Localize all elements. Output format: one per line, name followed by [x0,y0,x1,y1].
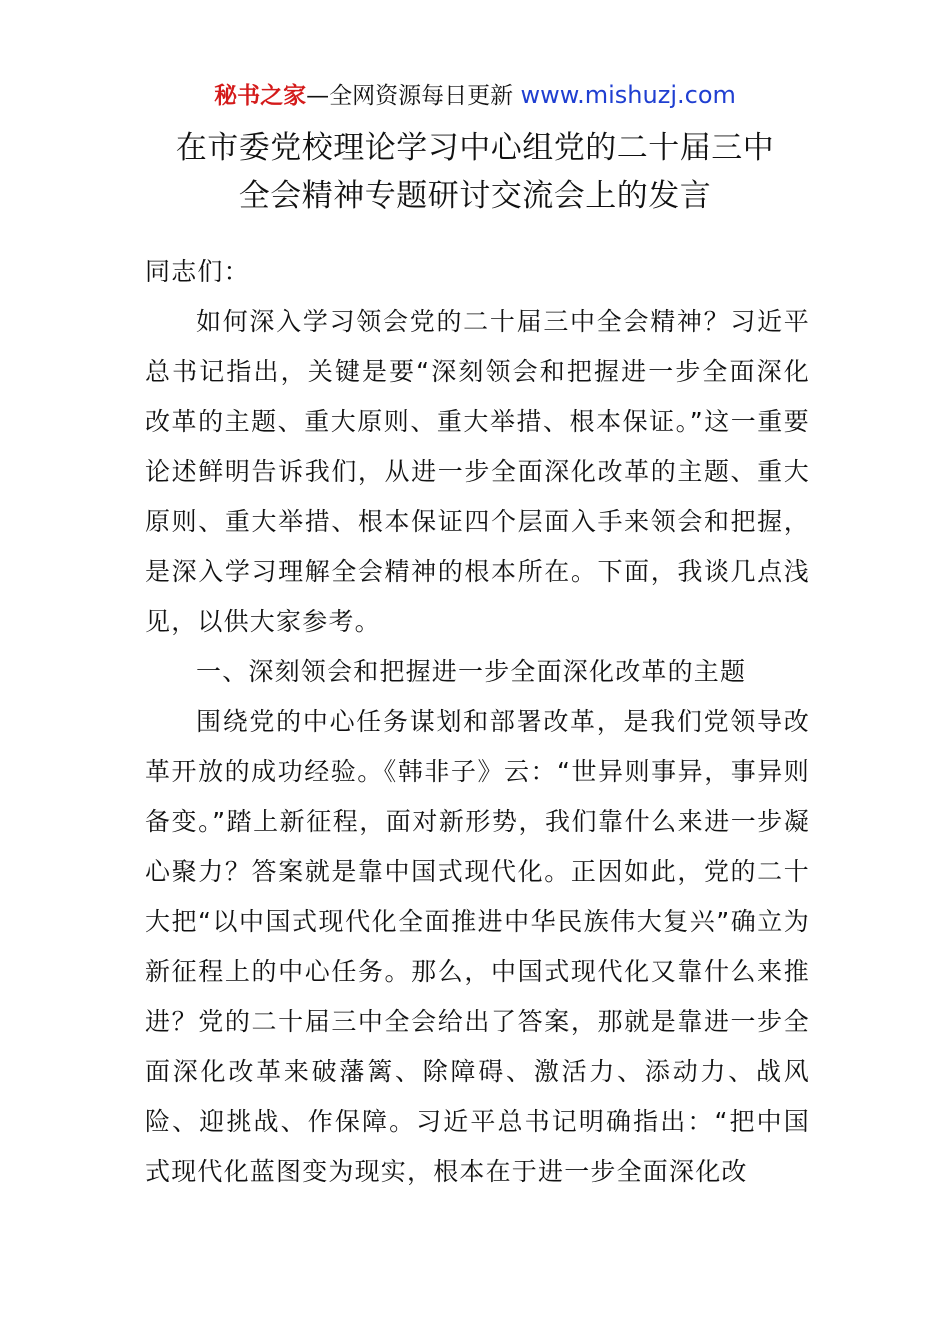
salutation: 同志们： [145,257,250,286]
title-line-1: 在市委党校理论学习中心组党的二十届三中 [175,130,775,166]
paragraph-1: 如何深入学习领会党的二十届三中全会精神？习近平总书记指出，关键是要“深刻领会和把握进一步全面深化改革的主题、重大原则、重大举措、根本保证。”这一重要论述鲜明告诉我们，从进一步全面深化改革的主题、重大原则、重大举措、根本保证四个层面入手来领会和把握，是深入学习理解全会精神的根本所在。下面，我谈几点浅见，以供大家参考。 [145,307,810,636]
document-body [145,247,810,1197]
brand-name: 秘书之家 [214,83,307,109]
site-url-link[interactable]: www.mishuzj.com [520,81,736,109]
document-title [0,124,950,220]
site-header [0,78,950,113]
section-1-heading: 一、深刻领会和把握进一步全面深化改革的主题 [196,657,747,686]
header-tagline: —全网资源每日更新 [306,83,521,109]
title-line-2: 全会精神专题研讨交流会上的发言 [238,178,712,214]
paragraph-2: 围绕党的中心任务谋划和部署改革，是我们党领导改革开放的成功经验。《韩非子》云：“世异则事异，事异则备变。”踏上新征程，面对新形势，我们靠什么来进一步凝心聚力？答案就是靠中国式现代化。正因如此，党的二十大把“以中国式现代化全面推进中华民族伟大复兴”确立为新征程上的中心任务。那么，中国式现代化又靠什么来推进？党的二十届三中全会给出了答案，那就是靠进一步全面深化改革来破藩篱、除障碍、激活力、添动力、战风险、迎挑战、作保障。习近平总书记明确指出：“把中国式现代化蓝图变为现实，根本在于进一步全面深化改 [145,707,810,1186]
